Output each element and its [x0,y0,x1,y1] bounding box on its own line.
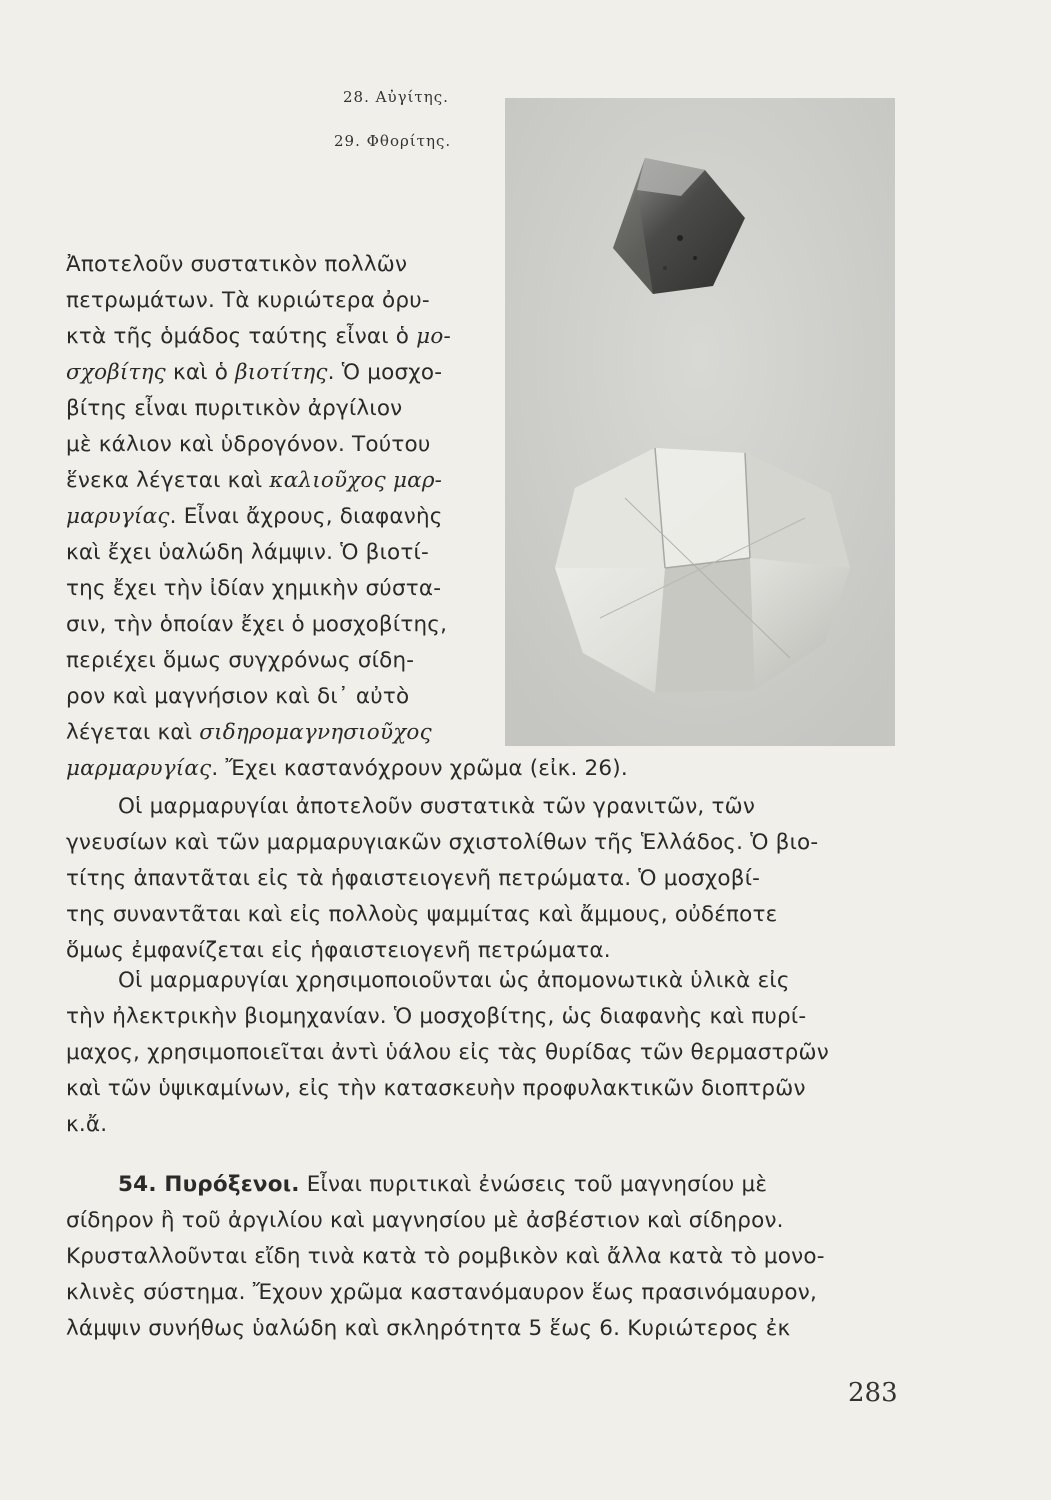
section-54-heading: 54. Πυρόξενοι. [118,1172,300,1197]
text-line: Ἀποτελοῦν συστατικὸν πολλῶν [66,252,408,277]
text-line: μαρμαρυγίας. Ἔχει καστανόχρουν χρῶμα (εἰκ. 26). [66,756,628,781]
text-line: σίδηρον ἢ τοῦ ἀργιλίου καὶ μαγνησίου μὲ ἀσβέστιον καὶ σίδηρον. [66,1208,784,1233]
figure-caption-29: 29. Φθορίτης. [334,132,452,150]
text-line: μὲ κάλιον καὶ ὑδρογόνον. Τούτου [66,432,431,457]
text-line: γνευσίων καὶ τῶν μαρμαρυγιακῶν σχιστολίθων τῆς Ἑλλάδος. Ὁ βιο- [66,830,819,855]
text-line: κτὰ τῆς ὁμάδος ταύτης εἶναι ὁ μο- [66,324,451,349]
text-line: τίτης ἀπαντᾶται εἰς τὰ ἡφαιστειογενῆ πετρώματα. Ὁ μοσχοβί- [66,866,761,891]
text-line: Οἱ μαρμαρυγίαι ἀποτελοῦν συστατικὰ τῶν γρανιτῶν, τῶν [118,794,756,819]
section-heading-line: 54. Πυρόξενοι. Εἶναι πυριτικαὶ ἐνώσεις τοῦ μαγνησίου μὲ [118,1172,768,1197]
text-line: λέγεται καὶ σιδηρομαγνησιοῦχος [66,720,432,745]
text-line: της συναντᾶται καὶ εἰς πολλοὺς ψαμμίτας καὶ ἄμμους, οὐδέποτε [66,902,778,927]
text-line: σχοβίτης καὶ ὁ βιοτίτης. Ὁ μοσχο- [66,360,443,385]
text-line: καὶ ἔχει ὑαλώδη λάμψιν. Ὁ βιοτί- [66,540,429,565]
text-line: καὶ τῶν ὑψικαμίνων, εἰς τὴν κατασκευὴν προφυλακτικῶν διοπτρῶν [66,1076,806,1101]
text-line: ἕνεκα λέγεται καὶ καλιοῦχος μαρ- [66,468,443,493]
text-line: περιέχει ὅμως συγχρόνως σίδη- [66,648,415,673]
text-line: ὅμως ἐμφανίζεται εἰς ἡφαιστειογενῆ πετρώματα. [66,938,611,963]
text-line: μαρυγίας. Εἶναι ἄχρους, διαφανὴς [66,504,443,529]
figure-caption-28: 28. Αὐγίτης. [343,88,449,106]
mineral-photograph [505,98,895,746]
text-line: Οἱ μαρμαρυγίαι χρησιμοποιοῦνται ὡς ἀπομονωτικὰ ὑλικὰ εἰς [118,968,790,993]
text-line: τὴν ἠλεκτρικὴν βιομηχανίαν. Ὁ μοσχοβίτης, ὡς διαφανὴς καὶ πυρί- [66,1004,807,1029]
text-line: κ.ἄ. [66,1112,108,1137]
text-line: της ἔχει τὴν ἰδίαν χημικὴν σύστα- [66,576,442,601]
text-line: πετρωμάτων. Τὰ κυριώτερα ὀρυ- [66,288,430,313]
text-line: κλινὲς σύστημα. Ἔχουν χρῶμα καστανόμαυρον ἕως πρασινόμαυρον, [66,1280,817,1305]
text-line: Κρυσταλλοῦνται εἴδη τινὰ κατὰ τὸ ρομβικὸν καὶ ἄλλα κατὰ τὸ μονο- [66,1244,825,1269]
text-line: βίτης εἶναι πυριτικὸν ἀργίλιον [66,396,403,421]
page-number: 283 [848,1378,898,1408]
text-line: ρον καὶ μαγνήσιον καὶ δι᾽ αὐτὸ [66,684,410,709]
text-line: σιν, τὴν ὁποίαν ἔχει ὁ μοσχοβίτης, [66,612,448,637]
text-line: λάμψιν συνήθως ὑαλώδη καὶ σκληρότητα 5 ἕως 6. Κυριώτερος ἐκ [66,1316,791,1341]
text-line: μαχος, χρησιμοποιεῖται ἀντὶ ὑάλου εἰς τὰς θυρίδας τῶν θερμαστρῶν [66,1040,829,1065]
mineral-photo-illustration [505,98,895,746]
